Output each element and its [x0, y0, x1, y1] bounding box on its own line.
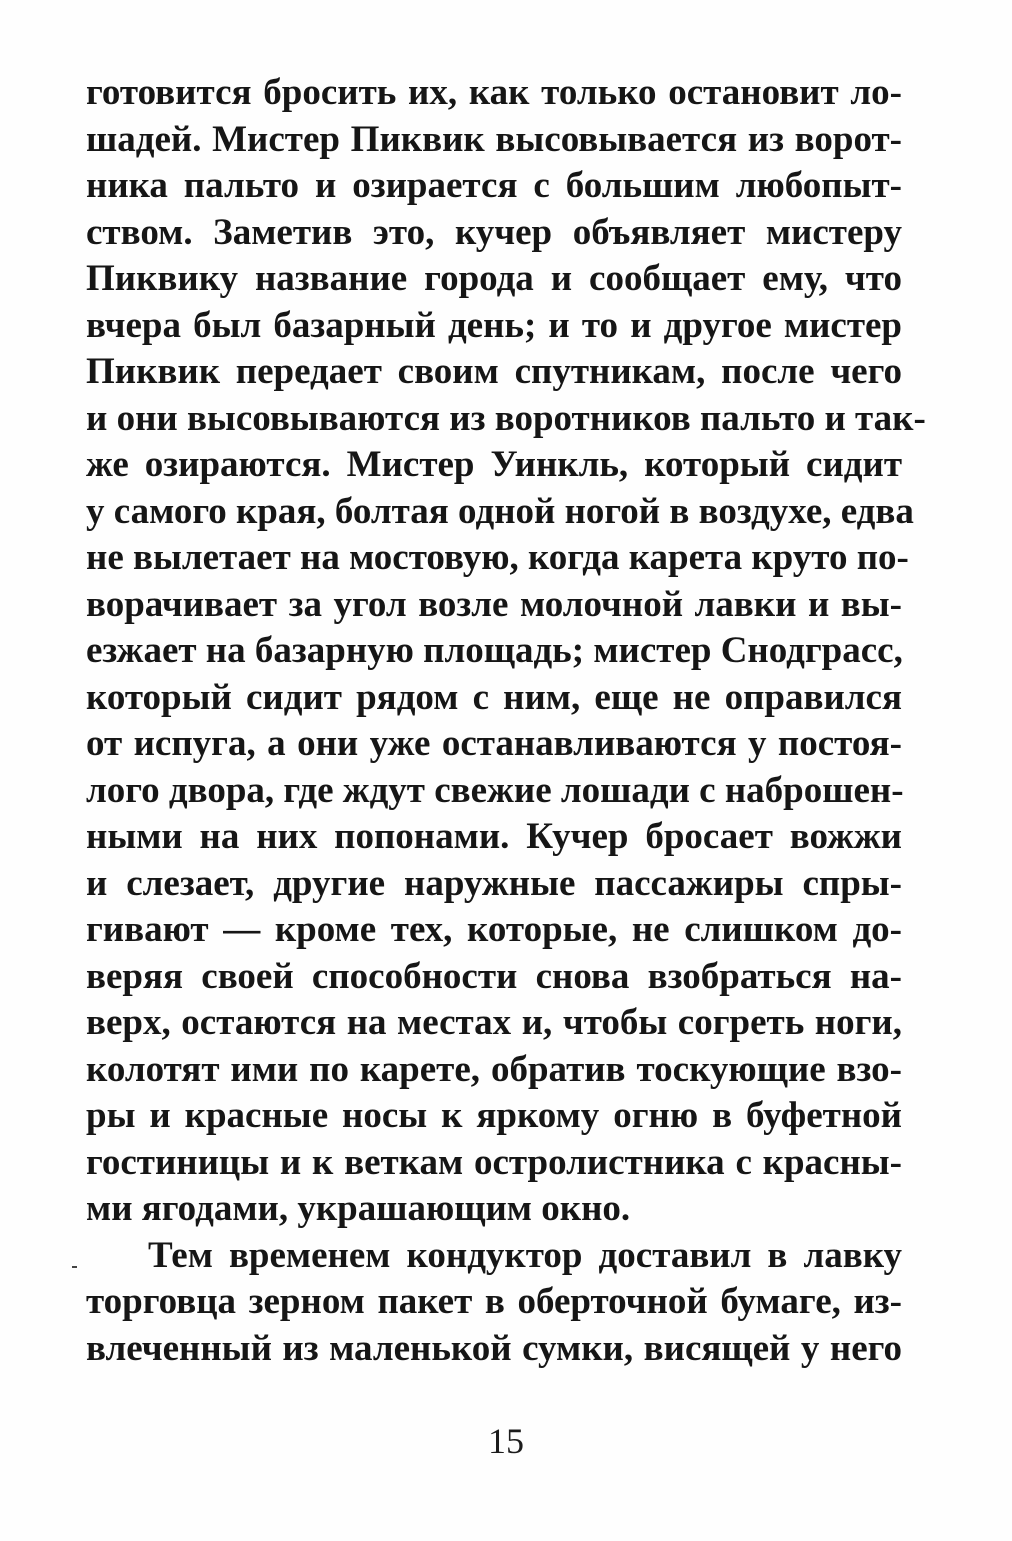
text-line: же озираются. Мистер Уинкль, который сидит [86, 444, 902, 485]
text-line: езжает на базарную площадь; мистер Снодграсс, [86, 630, 903, 671]
text-line: который сидит рядом с ним, еще не оправился [86, 676, 902, 718]
text-line: у самого края, болтая одной ногой в воздухе, едва [86, 490, 914, 532]
text-line: колотят ими по карете, обратив тоскующие взо- [86, 1048, 902, 1090]
text-line: торговца зерном пакет в оберточной бумаге, из- [86, 1281, 902, 1322]
text-line: веряя своей способности снова взобраться на- [86, 955, 902, 997]
text-line: ством. Заметив это, кучер объявляет мистеру [86, 211, 902, 253]
paragraph [86, 70, 926, 1233]
body-text [86, 70, 926, 1372]
text-line: шадей. Мистер Пиквик высовывается из ворот- [86, 118, 902, 160]
text-line: не вылетает на мостовую, когда карета круто по- [86, 537, 909, 578]
text-line: ника пальто и озирается с большим любопыт- [86, 165, 902, 206]
text-line: ными на них попонами. Кучер бросает вожжи [86, 816, 902, 857]
text-line: от испуга, а они уже останавливаются у постоя- [86, 723, 902, 764]
text-line: Пиквик передает своим спутникам, после чего [86, 351, 902, 392]
text-line: Пиквику название города и сообщает ему, что [86, 258, 902, 299]
text-line: ми ягодами, украшающим окно. [86, 1188, 631, 1229]
text-line: и слезает, другие наружные пассажиры спры- [86, 862, 902, 904]
text-line: ворачивает за угол возле молочной лавки и вы- [86, 583, 902, 625]
text-line: вчера был базарный день; и то и другое мистер [86, 304, 902, 346]
text-line: гостиницы и к веткам остролистника с красны- [86, 1141, 902, 1183]
text-line: и они высовываются из воротников пальто и так- [86, 397, 926, 439]
text-line: влеченный из маленькой сумки, висящей у него [86, 1327, 902, 1369]
print-speck [72, 1266, 77, 1268]
text-line: готовится бросить их, как только остановит ло- [86, 72, 902, 113]
text-line: гивают — кроме тех, которые, не слишком до- [86, 909, 902, 950]
text-line: лого двора, где ждут свежие лошади с наброшен- [86, 769, 904, 811]
page-number: 15 [488, 1421, 524, 1461]
paragraph [86, 1233, 902, 1373]
text-line: Тем временем кондуктор доставил в лавку [148, 1234, 902, 1276]
text-line: ры и красные носы к яркому огню в буфетной [86, 1095, 902, 1136]
text-line: верх, остаются на местах и, чтобы согреть ноги, [86, 1002, 902, 1043]
